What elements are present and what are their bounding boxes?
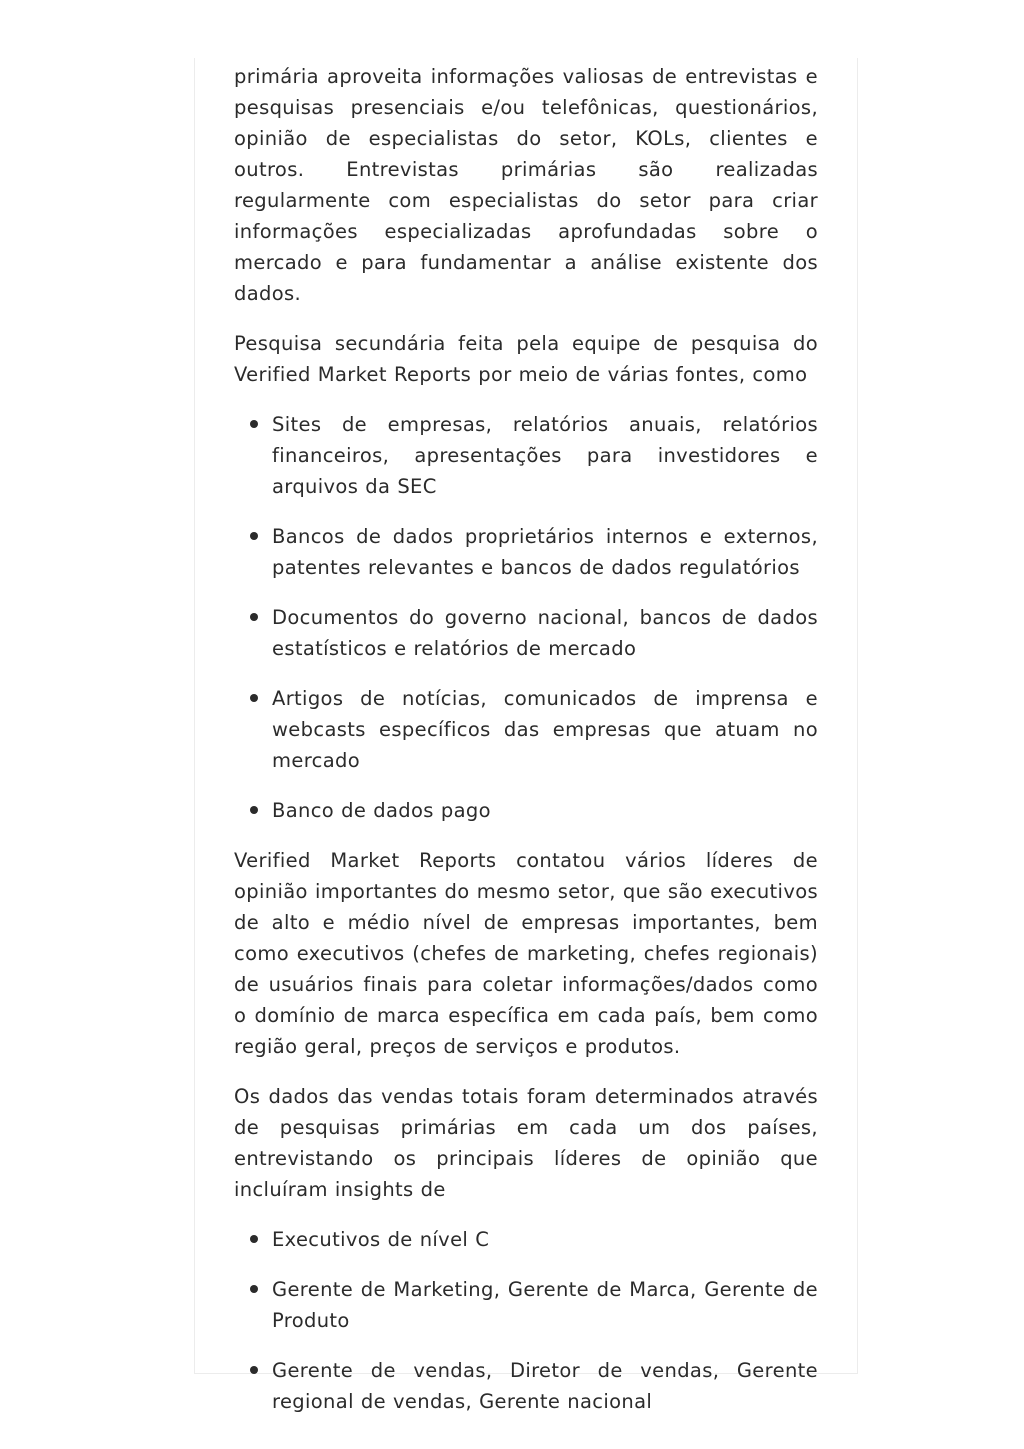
sources-list <box>234 409 818 826</box>
list-item-text: Gerente de Marketing, Gerente de Marca, Gerente de Produto <box>272 1278 818 1332</box>
roles-list <box>234 1224 818 1417</box>
list-item-text: Banco de dados pago <box>272 799 491 822</box>
bullet-icon <box>250 1285 258 1293</box>
article-body <box>234 61 818 1436</box>
list-item <box>272 1224 818 1255</box>
list-item <box>272 795 818 826</box>
list-item <box>272 521 818 583</box>
list-item-text: Bancos de dados proprietários internos e externos, patentes relevantes e bancos de dados regulatórios <box>272 525 818 579</box>
list-item <box>272 409 818 502</box>
list-item-text: Sites de empresas, relatórios anuais, relatórios financeiros, apresentações para investidores e arquivos da SEC <box>272 413 818 498</box>
paragraph-primary-research: primária aproveita informações valiosas de entrevistas e pesquisas presenciais e/ou telefônicas, questionários, opinião de especialistas do setor, KOLs, clientes e outros. Entrevistas primárias são realizadas regularmente com especialistas do setor para criar informações especializadas aprofundadas sobre o mercado e para fundamentar a análise existente dos dados. <box>234 65 818 305</box>
list-item <box>272 683 818 776</box>
bullet-icon <box>250 1366 258 1374</box>
list-item-text: Gerente de vendas, Diretor de vendas, Gerente regional de vendas, Gerente nacional <box>272 1359 818 1413</box>
list-item-text: Executivos de nível C <box>272 1228 490 1251</box>
paragraph-secondary-research: Pesquisa secundária feita pela equipe de pesquisa do Verified Market Reports por meio de várias fontes, como <box>234 332 818 386</box>
paragraph-opinion-leaders: Verified Market Reports contatou vários líderes de opinião importantes do mesmo setor, que são executivos de alto e médio nível de empresas importantes, bem como executivos (chefes de marketing, chefes regionais) de usuários finais para coletar informações/dados como o domínio de marca específica em cada país, bem como região geral, preços de serviços e produtos. <box>234 849 818 1058</box>
list-item <box>272 602 818 664</box>
bullet-icon <box>250 694 258 702</box>
bullet-icon <box>250 806 258 814</box>
bullet-icon <box>250 532 258 540</box>
list-item-text: Artigos de notícias, comunicados de imprensa e webcasts específicos das empresas que atuam no mercado <box>272 687 818 772</box>
paragraph-total-sales: Os dados das vendas totais foram determinados através de pesquisas primárias em cada um dos países, entrevistando os principais líderes de opinião que incluíram insights de <box>234 1085 818 1201</box>
bullet-icon <box>250 613 258 621</box>
list-item <box>272 1274 818 1336</box>
list-item-text: Documentos do governo nacional, bancos de dados estatísticos e relatórios de mercado <box>272 606 818 660</box>
list-item <box>272 1355 818 1417</box>
bullet-icon <box>250 420 258 428</box>
bullet-icon <box>250 1235 258 1243</box>
